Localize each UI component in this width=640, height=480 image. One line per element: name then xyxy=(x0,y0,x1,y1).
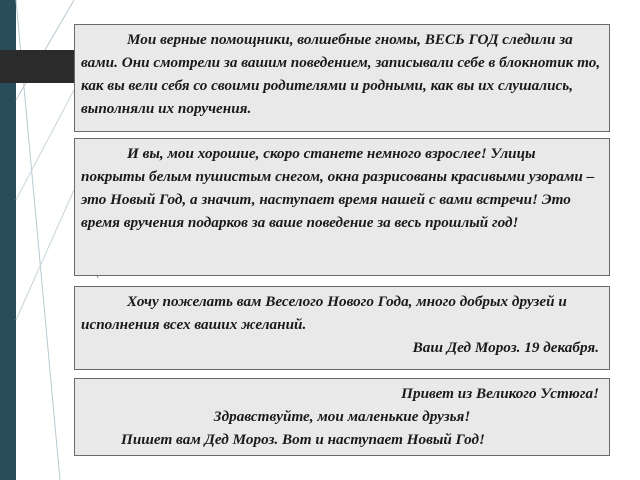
text-box-wishes xyxy=(74,286,610,370)
salutation-line: Здравствуйте, мои маленькие друзья! xyxy=(213,408,471,425)
paragraph-wishes: Хочу пожелать вам Веселого Нового Года, много добрых друзей и исполнения всех ваших желаний. xyxy=(81,293,567,333)
paragraph-gnomes: Мои верные помощники, волшебные гномы, ВЕСЬ ГОД следили за вами. Они смотрели за вашим поведением, записывали себе в блокнотик то, как вы вели себя со своими родителями и родными, как вы их слушались, выполняли их поручения. xyxy=(81,31,601,117)
greeting-line: Привет из Великого Устюга! xyxy=(401,385,599,402)
paragraph-new-year: И вы, мои хорошие, скоро станете немного взрослее! Улицы покрыты белым пушистым снегом, окна разрисованы красивыми узорами – это Новый Год, а значит, наступает время нашей с вами встречи! Это время вручения подарков за ваше поведение за весь прошлый год! xyxy=(81,145,595,231)
text-box-new-year xyxy=(74,138,610,276)
intro-line: Пишет вам Дед Мороз. Вот и наступает Новый Год! xyxy=(121,431,485,448)
text-box-greeting xyxy=(74,378,610,456)
text-box-gnomes xyxy=(74,24,610,132)
dark-corner-tab xyxy=(0,50,74,83)
signature: Ваш Дед Мороз. 19 декабря. xyxy=(412,339,599,356)
